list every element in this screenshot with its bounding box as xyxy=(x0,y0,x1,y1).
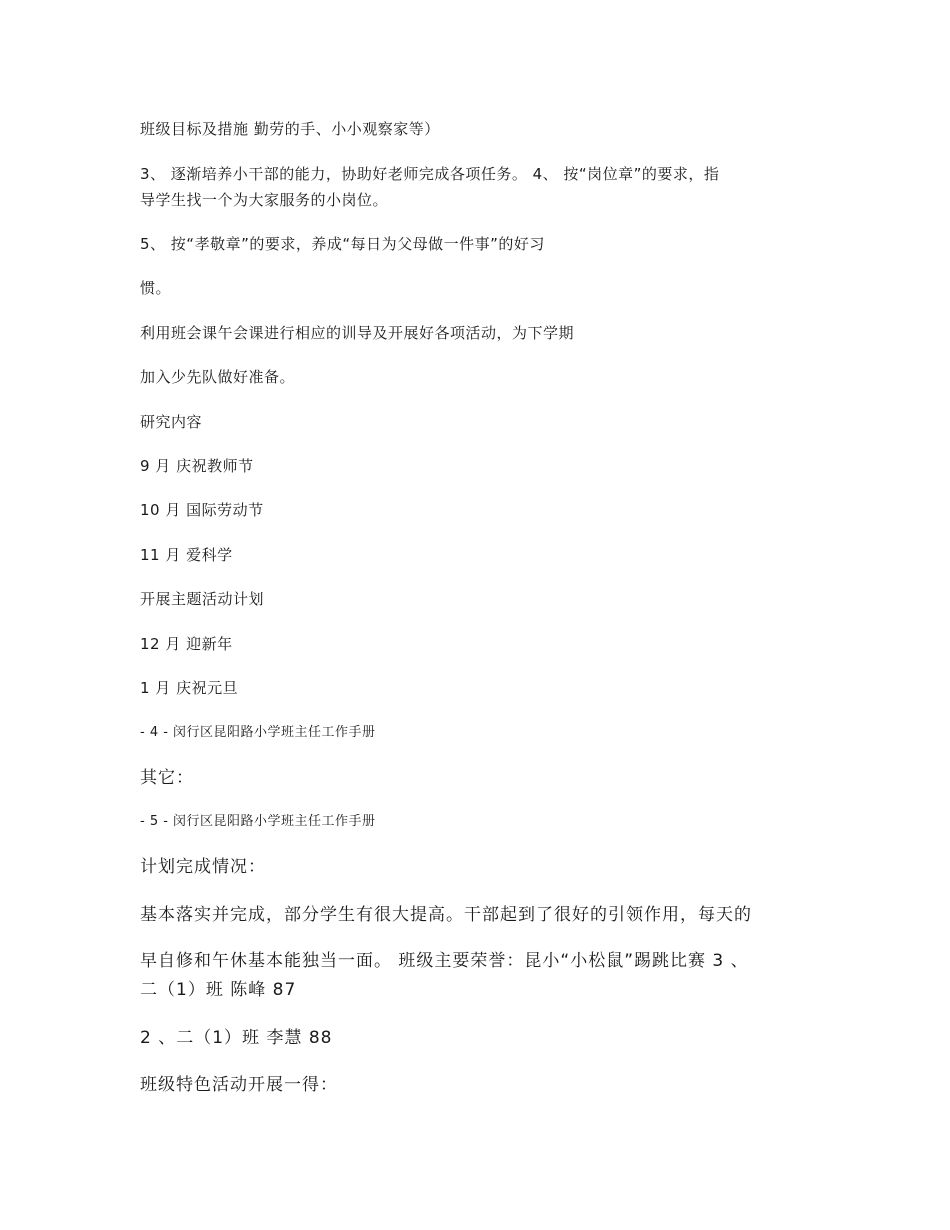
text-line: 班级目标及措施 勤劳的手、小小观察家等） xyxy=(140,120,440,138)
month-item: 1 月 庆祝元旦 xyxy=(140,679,239,697)
section-heading: 开展主题活动计划 xyxy=(140,590,265,608)
month-item: 11 月 爱科学 xyxy=(140,546,233,564)
text-line: 利用班会课午会课进行相应的训导及开展好各项活动，为下学期 xyxy=(140,324,575,342)
text-line: 惯。 xyxy=(140,279,172,297)
month-item: 10 月 国际劳动节 xyxy=(140,501,264,519)
section-heading: 其它： xyxy=(140,768,194,788)
section-heading: 研究内容 xyxy=(140,413,203,431)
text-line: 基本落实并完成，部分学生有很大提高。干部起到了很好的引领作用，每天的 xyxy=(140,905,752,925)
section-heading: 班级特色活动开展一得： xyxy=(140,1075,338,1095)
page-footer: - 4 - 闵行区昆阳路小学班主任工作手册 xyxy=(140,725,376,740)
page-footer: - 5 - 闵行区昆阳路小学班主任工作手册 xyxy=(140,814,376,829)
month-item: 12 月 迎新年 xyxy=(140,635,233,653)
text-line: 加入少先队做好准备。 xyxy=(140,368,296,386)
text-line: 导学生找一个为大家服务的小岗位。 xyxy=(140,191,389,209)
month-item: 9 月 庆祝教师节 xyxy=(140,457,254,475)
text-line: 早自修和午休基本能独当一面。 班级主要荣誉：昆小“小松鼠”踢跳比赛 3 、 xyxy=(140,951,749,971)
text-line: 3、 逐渐培养小干部的能力，协助好老师完成各项任务。 4、 按“岗位章”的要求，指 xyxy=(140,165,720,183)
text-line: 5、 按“孝敬章”的要求，养成“每日为父母做一件事”的好习 xyxy=(140,235,545,253)
text-line: 2 、二（1）班 李慧 88 xyxy=(140,1028,333,1048)
text-line: 二（1）班 陈峰 87 xyxy=(140,980,297,1000)
section-heading: 计划完成情况： xyxy=(140,857,266,877)
